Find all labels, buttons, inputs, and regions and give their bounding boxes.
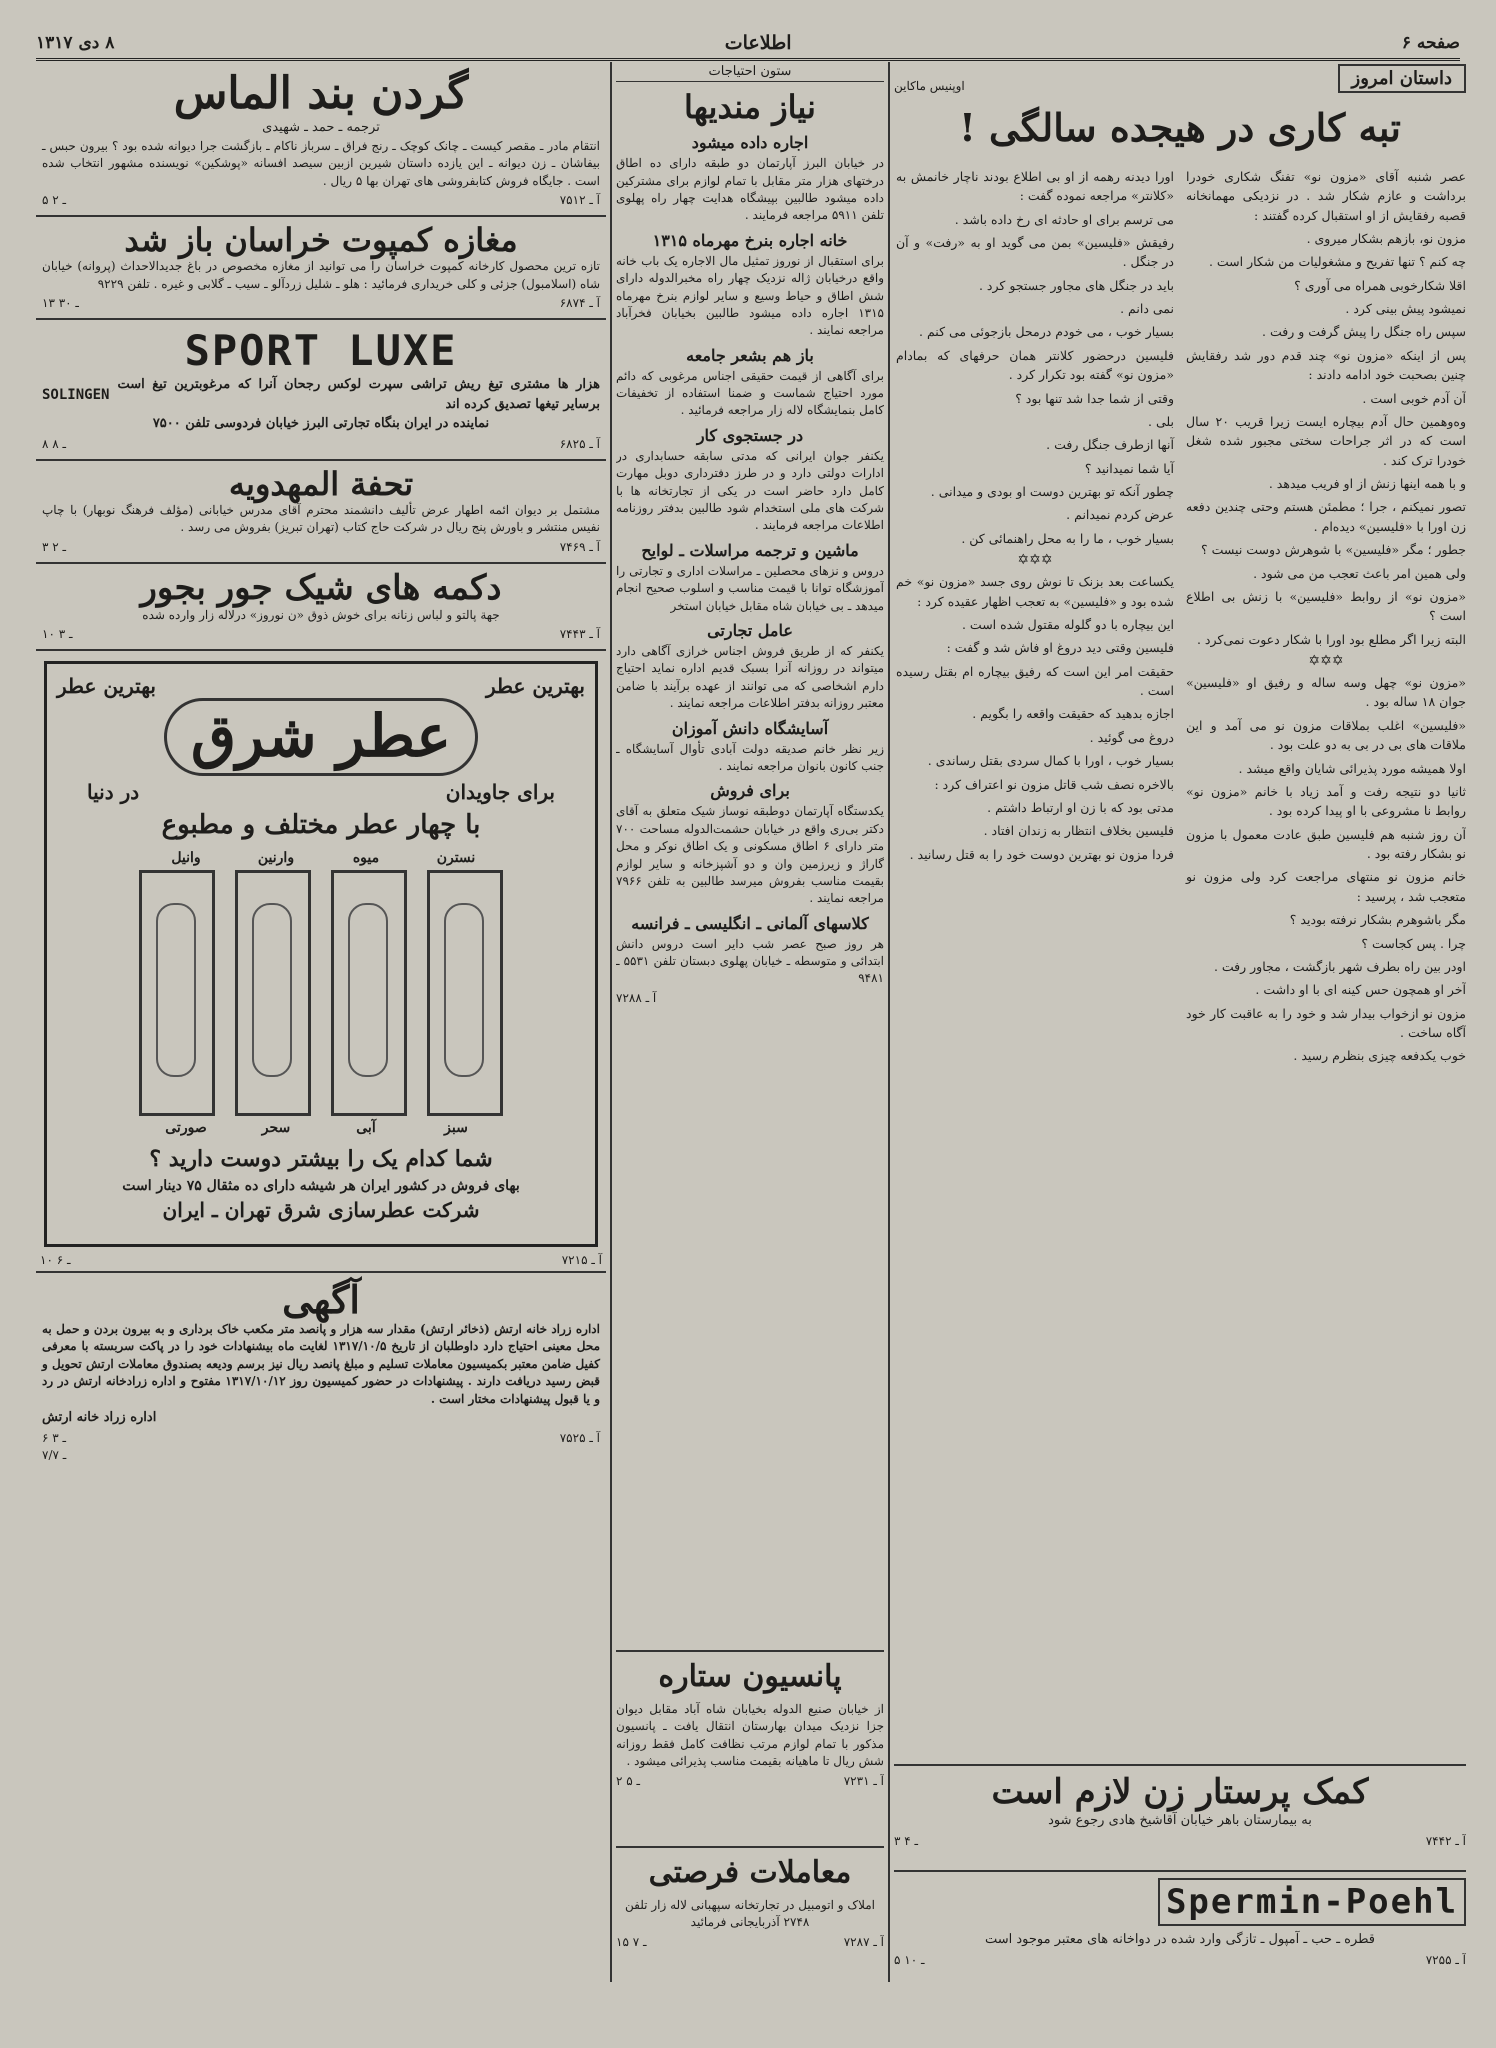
ref-code: آ ـ ۷۲۱۵ <box>561 1253 602 1268</box>
item-heading: برای فروش <box>710 781 790 801</box>
story-paragraph: «مزون نو» از روابط «فلیسین» با زنش بی اطلاع است ؟ <box>1186 588 1466 624</box>
perfume-company: شرکت عطرسازی شرق تهران ـ ایران <box>162 1198 480 1223</box>
deals-text: املاک و اتومبیل در تجارتخانه سپهبانی لاله زار تلفن ۲۷۴۸ آذربایجانی فرمائید <box>625 1898 875 1930</box>
needs-item <box>616 781 884 907</box>
ad-sport-luxe <box>36 320 606 461</box>
ad-buttons <box>36 564 606 652</box>
needs-item <box>616 914 884 988</box>
notice-sign: اداره زراد خانه ارتش <box>42 1410 157 1426</box>
ref-code: ۱۰ ـ ۶ <box>40 1253 71 1268</box>
ref-code: ۱۰ ـ ۳ <box>42 627 73 642</box>
ad-spermin <box>894 1870 1466 1982</box>
needs-item <box>616 719 884 776</box>
perfume-frame <box>44 661 598 1247</box>
bottle-color: آبی <box>356 1120 376 1137</box>
story-paragraph: یکساعت بعد بزنک تا نوش روی جسد «مزون نو» خم شده بود و «فلیسین» به تعجب اظهار عقیده کرد : <box>896 574 1174 609</box>
ad-pension <box>616 1650 884 1842</box>
story-paragraph: پس از اینکه «مزون نو» چند قدم دور شد رفقایش چنین بصحبت خود ادامه دادند : <box>1186 347 1466 383</box>
story-paragraph: اودر بین راه بطرف شهر بازگشت ، مجاور رفت . <box>1213 958 1466 974</box>
pension-title: پانسیون ستاره <box>658 1659 842 1694</box>
section-stars: ✡✡✡ <box>1017 552 1053 569</box>
item-text: برای آگاهی از قیمت حقیقی اجناس مرغوبی که دائم مورد احتیاج شماست و ضمنا استفاده از تخفیفات کامل بنمایشگاه لاله زار مراجعه فرمائید . <box>616 368 884 418</box>
story-paragraph: دروغ می گوئید . <box>1089 729 1174 745</box>
story-paragraph: چطور آنکه تو بهترین دوست او بودی و میدانی . <box>930 484 1174 500</box>
ref-code: آ ـ ۷۲۸۷ <box>843 1934 884 1949</box>
diamond-title: گردن بند الماس <box>173 68 469 119</box>
story-paragraph: بسیار خوب ، می خودم درمحل بازجوئی می کنم . <box>919 324 1174 340</box>
ref-code: آ ـ ۶۸۷۴ <box>559 296 600 311</box>
perfume-line: با چهار عطر مختلف و مطبوع <box>161 810 481 841</box>
story-paragraph: آنها ازطرف جنگل رفت . <box>1046 437 1174 453</box>
item-text: دروس و نزهای محصلین ـ مراسلات اداری و تجارتی را آموزشگاه توانا با قیمت مناسب و اسلوب صحیح انجام میدهد ـ بی خیابان شاه مقابل خیابان استخر <box>616 563 884 613</box>
ad-diamond <box>36 64 606 217</box>
story-paragraph: سپس راه جنگل را پیش گرفت و رفت . <box>1262 324 1466 340</box>
needs-item <box>616 621 884 713</box>
ref-code: آ ـ ۷۵۱۲ <box>559 193 600 208</box>
ref-code: ۵ ـ ۲ <box>42 193 67 208</box>
column-rule <box>610 62 612 1982</box>
ref-code: ۳ ـ ۴ <box>894 1833 919 1848</box>
bottle-name: نسترن <box>436 850 476 867</box>
bottle-name: میوه <box>352 850 380 867</box>
ref-code: آ ـ ۷۲۵۵ <box>1425 1952 1466 1967</box>
story-paragraph: عرض کردم نمیدانم . <box>1066 507 1174 523</box>
story-paragraph: ثانیا دو نتیجه رفت و آمد زیاد با خانم «مزون نو» روابط نا مشروعی با او پیدا کرده بود . <box>1186 783 1466 819</box>
item-text: یکنفر که از طریق فروش اجناس خرازی آگاهی دارد میتواند در روزانه آنرا بسبک قدیم اداره نماید احتیاج دارم اشخاصی که می توانند از عهده برآیند با ضامن معتبر روزانه بدفتر اطلاعات مراجعه نمایند . <box>616 644 884 711</box>
story-paragraph: چه کنم ؟ تنها تفریح و مشغولیات من شکار است . <box>1208 254 1466 270</box>
story-paragraph: جطور ؛ مگر «فلیسین» با شوهرش دوست نیست ؟ <box>1201 542 1466 558</box>
story-paragraph: خانم مزون نو منتهای مراجعت کرد ولی مزون نو متعجب شد ، پرسید : <box>1186 869 1466 904</box>
story-paragraph: اورا دیدنه رهمه از او بی اطلاع بودند ناچار خانمش به «کلانتر» مراجعه نموده گفت : <box>896 168 1174 204</box>
needs-item <box>616 426 884 535</box>
ref-code: آ ـ ۷۲۸۸ <box>616 990 657 1005</box>
story-paragraph: چرا . پس کجاست ؟ <box>1361 935 1466 951</box>
item-heading: باز هم بشعر جامعه <box>686 345 814 365</box>
item-text: هر روز صبح عصر شب دایر است دروس دانش ابتدائی و متوسطه ـ خیابان پهلوی دبستان تلفن ۵۵۳۱ ـ ۹۴۸۱ <box>616 936 884 986</box>
story-paragraph: آیا شما نمیدانید ؟ <box>1084 460 1174 476</box>
needs-title: نیاز مندیها <box>684 88 816 126</box>
story-paragraph: آن آدم خوبی است . <box>1362 390 1466 406</box>
ad-nurse <box>894 1764 1466 1866</box>
notice-title: آگهی <box>282 1277 360 1323</box>
story-paragraph: وقتی از شما جدا شد تنها بود ؟ <box>1015 390 1174 406</box>
sport-brand: SPORT LUXE <box>184 326 458 376</box>
story-paragraph: فلیسین درحضور کلانتر همان حرفهای که بمادام «مزون نو» گفته بود تکرار کرد . <box>896 347 1174 383</box>
diamond-text: انتقام مادر ـ مقصر کیست ـ چانک کوچک ـ رنج فراق ـ سرباز ناکام ـ بازگشت جرا دیوانه شده بود ؟ بیرون حبس ـ بیفاشان ـ زن دیوانه ـ این یازده داستان شیرین ازبین سیصد افسانه «پوشکین» نویسنده مشهور انتخاب شده است . جایگاه فروش کتابفروشی های تهران بها ۵ ریال . <box>42 138 600 188</box>
ref-code: آ ـ ۷۴۴۲ <box>1425 1833 1466 1848</box>
item-heading: کلاسهای آلمانی ـ انگلیسی ـ فرانسه <box>631 913 869 933</box>
deals-title: معاملات فرصتی <box>648 1855 852 1890</box>
perfume-sub1: در دنیا <box>87 780 140 805</box>
page-number: صفحه ۶ <box>1401 33 1460 53</box>
item-heading: در جستجوی کار <box>696 425 804 445</box>
story-paragraph: فلیسین بخلاف انتظار به زندان افتاد . <box>983 823 1174 839</box>
story-paragraph: این بیچاره با دو گلوله مقتول شده است . <box>961 616 1174 632</box>
perfume-tag-left: بهترین عطر <box>57 674 156 699</box>
ref-code: آ ـ ۷۵۲۵ <box>559 1430 600 1445</box>
bottle-color: سبز <box>444 1120 468 1137</box>
spermin-text: قطره ـ حب ـ آمپول ـ تازگی وارد شده در دواخانه های معتبر موجود است <box>984 1932 1376 1947</box>
tohfe-text: مشتمل بر دیوان ائمه اطهار عرض تألیف دانشمند محترم آقای مدرس خیابانی (مؤلف فرهنگ نوبهار) با چاپ نفیس منتشر و باورش پنج ریال در شرکت حاج کتاب (تهران تبریز) بفروش می رسد . <box>42 502 600 535</box>
story-paragraph: نمی دانم . <box>1120 301 1174 317</box>
buttons-text: جهة پالتو و لباس زنانه برای خوش ذوق «ن نوروز» درلاله زار وارده شده <box>142 607 500 622</box>
bottle-name: وانیل <box>171 850 201 867</box>
footer-mark: ۷/۷ ـ <box>42 1447 67 1462</box>
ref-code: ۸ ـ ۸ <box>42 436 67 451</box>
ref-code: ۱۵ ـ ۷ <box>616 1934 647 1949</box>
sport-line2: نماینده در ایران بنگاه تجارتی البرز خیابان فردوسی تلفن ۷۵۰۰ <box>152 416 490 432</box>
ad-tohfe <box>36 461 606 564</box>
ref-code: آ ـ ۷۲۳۱ <box>843 1773 884 1788</box>
compote-title: مغازه کمپوت خراسان باز شد <box>124 221 518 260</box>
column-rule <box>888 62 890 1982</box>
story-paragraph: بالاخره نصف شب قاتل مزون نو اعتراف کرد : <box>934 776 1174 792</box>
needs-column <box>616 64 884 1644</box>
story-paragraph: اجازه بدهید که حقیقت واقعه را بگویم . <box>972 706 1174 722</box>
ref-code: ۲ ـ ۵ <box>616 1773 641 1788</box>
story-paragraph: مگر باشوهرم بشکار نرفته بودید ؟ <box>1289 912 1466 928</box>
issue-date: ۸ دی ۱۳۱۷ <box>36 33 115 53</box>
perfume-question: شما کدام یک را بیشتر دوست دارید ؟ <box>149 1146 493 1173</box>
ad-notice <box>36 1273 606 1469</box>
story-paragraph: وه‌وهمین حال آدم بیچاره ایست زیرا قریب ۲۰ سال است که در اثر جراحات سختی مجبور شده شغل خودرا ترک کند . <box>1186 413 1466 468</box>
story-paragraph: آخر او همچون حس کینه ای با او داشت . <box>1255 982 1466 998</box>
tohfe-title: تحفة المهدويه <box>228 464 414 503</box>
story-byline: اوپنیس ماکاین <box>894 79 965 93</box>
ads-column <box>36 64 606 2004</box>
story-paragraph: ولی همین امر باعث تعجب من می شود . <box>1253 565 1466 581</box>
sport-solingen: SOLINGEN <box>42 386 110 403</box>
item-text: زیر نظر خانم صدیقه دولت آبادی تأوال آسایشگاه ـ جنب کانون بانوان مراجعه نمایند . <box>616 741 884 773</box>
story-paragraph: اقلا شکارخوبی همراه می آوری ؟ <box>1294 277 1466 293</box>
item-heading: آسایشگاه دانش آموزان <box>671 718 829 738</box>
needs-item <box>616 231 884 340</box>
story-paragraph: «فلیسین» اغلب بملاقات مزون نو می آمد و این ملاقات های بی در بی به دو علت بود . <box>1186 717 1466 753</box>
item-text: برای استقبال از نوروز تمثیل مال الاجاره یک باب خانه واقع درخیابان ژاله نزدیک چهار راه مخبرالدوله دارای شش اطاق و حیاط وسیع و سایر لوازم بنرخ مهرماه ۱۳۱۵ اجاره داده میشود طالبین بخیابان فخرآباد مراجعه نمایند . <box>616 253 884 338</box>
story-left-subcol <box>896 167 1174 1070</box>
ad-compote <box>36 217 606 320</box>
needs-section: ستون احتیاجات <box>616 64 884 82</box>
perfume-brand: عطر شرق <box>164 698 478 776</box>
spermin-brand: Spermin-Poehl <box>1158 1878 1466 1926</box>
story-paragraph: بسیار خوب ، اورا با کمال سردی بقتل رساندی . <box>927 753 1174 769</box>
ref-code: ۵ ـ ۱۰ <box>894 1952 925 1967</box>
ref-code: ۶ ـ ۳ <box>42 1430 67 1445</box>
item-text: یکدستگاه آپارتمان دوطبقه نوساز شیک متعلق به آقای دکتر بی‌ری واقع در خیابان حشمت‌الدوله مساحت ۷۰۰ متر دارای ۶ اطاق مسکونی و یک اطاق نوکر و محل گاراژ و زیرزمین وان و دو آشپزخانه و سایر لوازم بقیمت مناسب بفروش میرسد طالبین به تلفن ۷۹۶۶ مراجعه نمایند . <box>616 804 884 906</box>
story-paragraph: تصور نمیکنم ، جرا ؛ مطمئن هستم وحتی چندین دفعه زن اورا با «فلیسین» دیده‌ام . <box>1186 499 1466 534</box>
ref-code: ۱۳ ـ ۳۰ <box>42 296 79 311</box>
diamond-subtitle: ترجمه ـ حمد ـ شهیدی <box>262 120 380 136</box>
story-paragraph: نمیشود پیش بینی کرد . <box>1345 301 1466 317</box>
section-stars: ✡✡✡ <box>1308 653 1344 670</box>
item-heading: ماشین و ترجمه مراسلات ـ لوایح <box>641 540 859 560</box>
bottle-color: صورتی <box>165 1120 207 1137</box>
needs-item <box>616 346 884 420</box>
ad-deals <box>616 1846 884 1982</box>
nurse-title: کمک پرستار زن لازم است <box>991 1772 1369 1812</box>
story-paragraph: می ترسم برای او حادثه ای رخ داده باشد . <box>954 211 1174 227</box>
perfume-bottle-icon <box>235 870 311 1116</box>
perfume-sale: بهای فروش در کشور ایران هر شیشه دارای ده مثقال ۷۵ دینار است <box>122 1178 520 1195</box>
story-paragraph: اولا همیشه مورد پذیرائی شایان واقع میشد . <box>1238 760 1466 776</box>
story-kicker: داستان امروز <box>1338 64 1466 93</box>
nurse-text: به بیمارستان باهر خیابان آقاشیخ هادی رجوع شود <box>1048 1813 1312 1829</box>
story-column <box>894 64 1466 1784</box>
story-paragraph: خوب یکدفعه چیزی بنظرم رسید . <box>1293 1048 1466 1064</box>
story-paragraph: فردا مزون نو بهترین دوست خود را به قتل رسانید . <box>909 846 1174 862</box>
story-paragraph: آن روز شنبه هم فلیسین طبق عادت معمول با مزون نو بشکار رفته بود . <box>1186 826 1466 862</box>
story-paragraph: عصر شنبه آقای «مزون نو» تفنگ شکاری خودرا برداشت و عازم شکار شد . در نزدیکی مهمانخانه قصبه رفقایش از او استقبال کرده گفتند : <box>1186 168 1466 223</box>
buttons-title: دکمه های شیک جور بجور <box>140 567 502 608</box>
ref-code: آ ـ ۶۸۲۵ <box>559 436 600 451</box>
ref-code: ۳ ـ ۲ <box>42 539 67 554</box>
needs-item <box>616 133 884 225</box>
story-paragraph: فلیسین وقتی دید دروغ او فاش شد و گفت : <box>946 640 1174 656</box>
compote-text: تازه ترین محصول کارخانه کمپوت خراسان را می توانید از مغازه مخصوص در باغ جدیدالاحداث (پروانه) خیابان شاه (اسلامبول) جزئی و کلی خریداری فرمائید : هلو ـ شلیل زردآلو ـ سیب ـ گلابی و غیره . تلفن ۹۲۲۹ <box>42 259 600 291</box>
ref-code: آ ـ ۷۴۴۳ <box>559 627 600 642</box>
story-paragraph: حقیقت امر این است که رفیق بیچاره ام بقتل رسیده است . <box>896 663 1174 699</box>
story-title: تبه کاری در هیجده سالگی ! <box>959 105 1401 150</box>
story-right-subcol <box>1186 167 1466 1070</box>
story-paragraph: بلی . <box>1148 413 1174 429</box>
story-paragraph: البته زیرا اگر مطلع بود اورا با شکار دعوت نمی‌کرد . <box>1196 631 1466 647</box>
item-text: در خیابان البرز آپارتمان دو طبقه دارای ده اطاق درختهای هزار متر مقابل با تمام لوازم برای مشترکین داده میشود طالبین بپیشگاه هدایت چهار راه پهلوی تلفن ۵۹۱۱ مراجعه فرمایند . <box>616 156 884 223</box>
story-paragraph: «مزون نو» چهل وسه ساله و رفیق او «فلیسین» جوان ۱۸ ساله بود . <box>1186 675 1466 710</box>
sport-line1: هزار ها مشتری تیغ ریش تراشی سپرت لوکس رجحان آنرا که مرغوبترین تیغ است برسایر تیغها تصدیق کرده اند <box>117 377 600 412</box>
page-header <box>36 28 1460 61</box>
paper-name: اطلاعات <box>724 32 792 54</box>
notice-text: اداره زراد خانه ارتش (ذخائر ارتش) مقدار سه هزار و پانصد متر مکعب خاک برداری و به بیرون بردن و حمل به محل معینی احتیاج دارد داوطلبان از تاریخ ۱۳۱۷/۱۰/۵ لغایت ماه بیشنهادات خود را در پاکت سربسته با معرفی کفیل ضامن معتبر بکمیسیون معاملات تسلیم و مبلغ پانصد ریال نیز برسم ودیعه بصندوق معاملات ارتش تحویل و قبض رسید دریافت دارند . پیشنهادات در حضور کمیسیون روز ۱۳۱۷/۱۰/۱۲ مفتوح و اداره زرادخانه ارتش در رد و یا قبول پیشنهادات مختار است . <box>42 1322 601 1406</box>
pension-text: از خیابان صنیع الدوله بخیابان شاه آباد مقابل دیوان جزا نزدیک میدان بهارستان انتقال یافت ـ پانسیون مذکور با تمام لوازم مرتب نظافت کامل فقط روزانه شش ریال تا ماهیانه بقیمت مناسب پذیرائی میشود . <box>616 1702 884 1769</box>
ref-code: آ ـ ۷۴۶۹ <box>559 539 600 554</box>
story-paragraph: مدتی بود که با زن او ارتباط داشتم . <box>987 799 1174 815</box>
story-paragraph: مزون نو، بازهم بشکار میروی . <box>1306 230 1466 246</box>
story-paragraph: بسیار خوب ، ما را به محل راهنمائی کن . <box>961 530 1174 546</box>
perfume-bottle-icon <box>427 870 503 1116</box>
item-heading: خانه اجاره بنرخ مهرماه ۱۳۱۵ <box>652 230 848 250</box>
bottle-name: وارنین <box>257 850 295 867</box>
story-paragraph: رفیقش «فلیسین» بمن می گوید او به «رفت» و آن در جنگل . <box>896 234 1174 270</box>
perfume-bottle-icon <box>331 870 407 1116</box>
story-paragraph: مزون نو ازخواب بیدار شد و خود را به عاقبت کار خود آگاه ساخت . <box>1186 1005 1466 1041</box>
needs-item <box>616 541 884 615</box>
ad-perfume <box>36 651 606 1273</box>
item-heading: عامل تجارتی <box>707 621 793 640</box>
perfume-tag-right: بهترین عطر <box>486 674 585 699</box>
perfume-sub2: برای جاویدان <box>445 780 555 805</box>
story-paragraph: باید در جنگل های مجاور جستجو کرد . <box>978 277 1174 293</box>
bottle-color: سحر <box>261 1120 291 1137</box>
perfume-bottle-icon <box>139 870 215 1116</box>
item-text: یکنفر جوان ایرانی که مدتی سابقه حسابداری در ادارات دولتی دارد و در طرز دفترداری دوبل مهارت کامل دارد حاضر است در یکی از تجارتخانه ها با شرکت های ملی استخدام شود طالبین بدفتر روزنامه اطلاعات مراجعه فرمایند . <box>616 448 884 533</box>
item-heading: اجاره داده میشود <box>691 133 809 153</box>
story-paragraph: و با همه اینها زنش از او فریب میدهد . <box>1268 476 1466 492</box>
